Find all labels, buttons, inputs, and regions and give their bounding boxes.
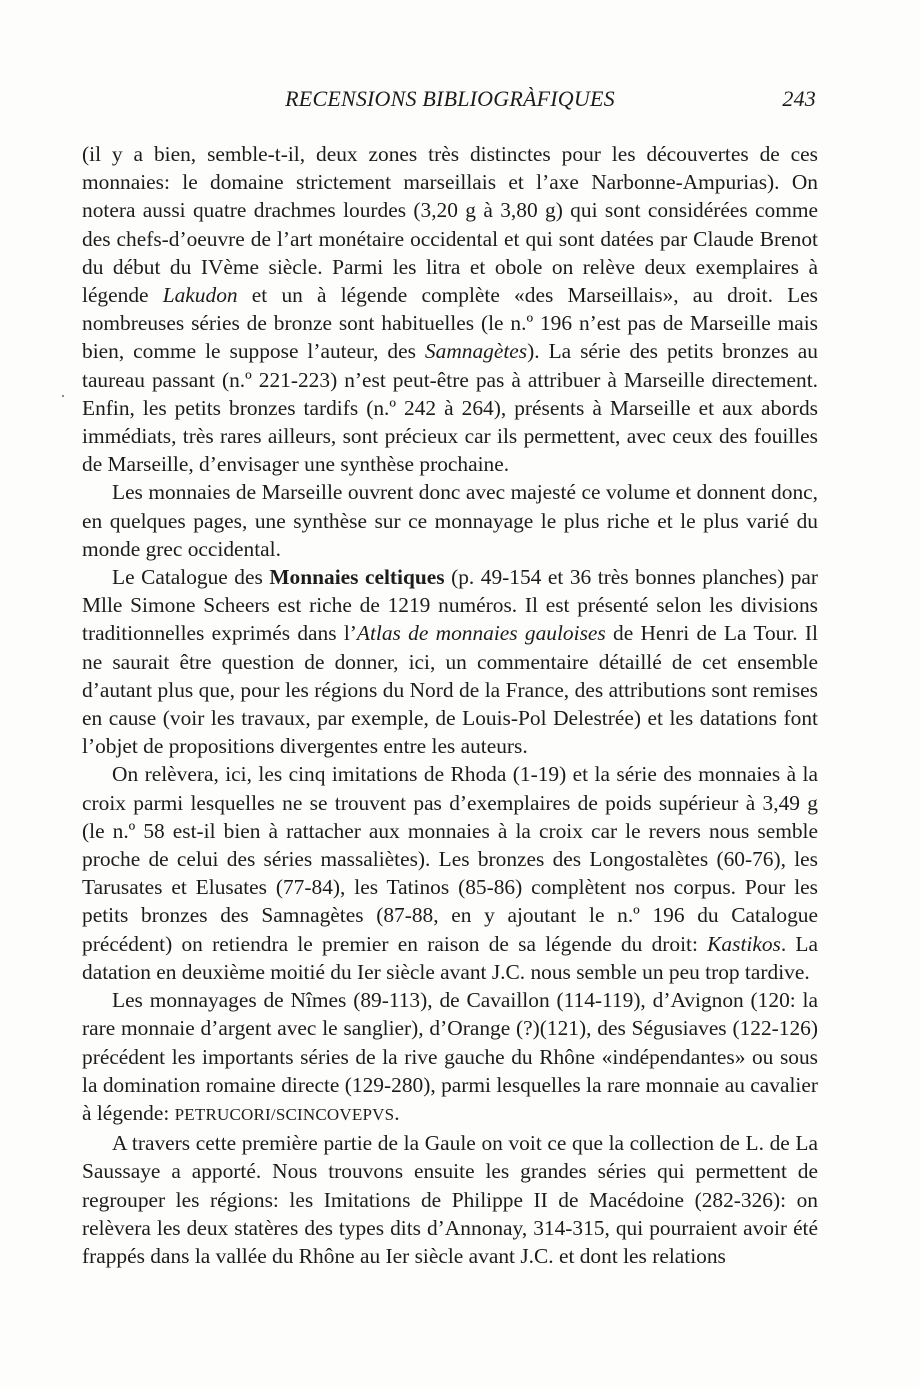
body-text (82, 140, 818, 1270)
text-run: A travers cette première partie de la Gaule on voit ce que la collection de L. de La Saussaye a apporté. Nous trouvons ensuite les grandes séries qui permettent de regrouper les régions: les Imitations de Philippe II de Macédoine (282-326): on relèvera les deux statères des types dits d’Annonay, 314-315, qui pourraient avoir été frappés dans la vallée du Rhône au Ier siècle avant J.C. et dont les relations (82, 1131, 818, 1268)
bold-term: Monnaies celtiques (269, 565, 445, 590)
paragraph-2 (82, 478, 818, 563)
text-run: . (394, 1100, 400, 1125)
text-run: de Henri de La Tour. Il ne saurait être question de donner, ici, un commentaire détaillé de cet ensemble d’autant plus que, pour les régions du Nord de la France, des attributions sont remises en cause (voir les travaux, par exemple, de Louis-Pol Delestrée) et les datations font l’objet de propositions divergentes entre les auteurs. (82, 621, 818, 759)
margin-dot (62, 395, 64, 397)
italic-term: Kastikos (707, 931, 781, 956)
text-run: (il y a bien, semble-t-il, deux zones très distinctes pour les découvertes de ces monnaies: le domaine strictement marseillais et l’axe Narbonne-Ampurias). On notera aussi quatre drachmes lourdes (3,20 g à 3,80 g) qui sont considérées comme des chefs-d’oeuvre de l’art monétaire occidental et qui sont datées par Claude Brenot du début du IVème siècle. Parmi les litra et obole on relève deux exemplaires à légende (82, 142, 818, 308)
text-run: Les monnaies de Marseille ouvrent donc avec majesté ce volume et donnent donc, en quelques pages, une synthèse sur ce monnayage le plus riche et le plus varié du monde grec occidental. (82, 480, 818, 561)
italic-term: Atlas de monnaies gauloises (356, 621, 606, 646)
text-run: On relèvera, ici, les cinq imitations de Rhoda (1-19) et la série des monnaies à la croix parmi lesquelles ne se trouvent pas d’exemplaires de poids supérieur à 3,49 g (le n.º 58 est-il bien à rattacher aux monnaies à la croix car le revers nous semble proche de celui des séries massaliètes). Les bronzes des Longostalètes (60-76), les Tarusates et Elusates (77-84), les Tatinos (85-86) complètent nos corpus. Pour les petits bronzes des Samnagètes (87-88, en y ajoutant le n.º 196 du Catalogue précédent) on retiendra le premier en raison de sa légende du droit: (82, 762, 818, 956)
italic-term: Samnagètes (424, 339, 528, 364)
text-run: ). La série des petits bronzes au taureau passant (n.º 221-223) n’est peut-être pas à attribuer à Marseille directement. Enfin, les petits bronzes tardifs (n.º 242 à 264), présents à Marseille et aux abords immédiats, très rares ailleurs, sont précieux car ils permettent, avec ceux des fouilles de Marseille, d’envisager une synthèse prochaine. (82, 339, 818, 477)
paragraph-6 (82, 1129, 818, 1270)
legend-inscription: PETRUCORI/SCINCOVEPVS (174, 1104, 395, 1124)
page-number: 243 (782, 86, 816, 111)
text-run: Les monnayages de Nîmes (89-113), de Cavaillon (114-119), d’Avignon (120: la rare monnaie d’argent avec le sanglier), d’Orange (?)(121), des Ségusiaves (122-126) précédent les importants séries de la rive gauche du Rhône «indépendantes» ou sous la domination romaine directe (129-280), parmi lesquelles la rare monnaie au cavalier à légende: (82, 988, 818, 1125)
text-run: Le Catalogue des (112, 565, 270, 590)
text-run: (p. 49-154 et 36 très bonnes planches) par Mlle Simone Scheers est riche de 1219 numéros. Il est présenté selon les divisions traditionnelles exprimés dans l’ (82, 565, 819, 646)
paragraph-5 (82, 986, 818, 1129)
paragraph-4 (82, 760, 818, 986)
text-run: et un à légende complète «des Marseillais», au droit. Les nombreuses séries de bronze sont habituelles (le n.º 196 n’est pas de Marseille mais bien, comme le suppose l’auteur, des (82, 283, 819, 364)
text-run: . La datation en deuxième moitié du Ier siècle avant J.C. nous semble un peu trop tardive. (82, 931, 818, 984)
italic-term: Lakudon (162, 283, 238, 308)
running-title: RECENSIONS BIBLIOGRÀFIQUES (285, 86, 615, 111)
paragraph-3 (82, 563, 818, 760)
running-head (82, 86, 818, 116)
paragraph-1 (82, 140, 818, 478)
